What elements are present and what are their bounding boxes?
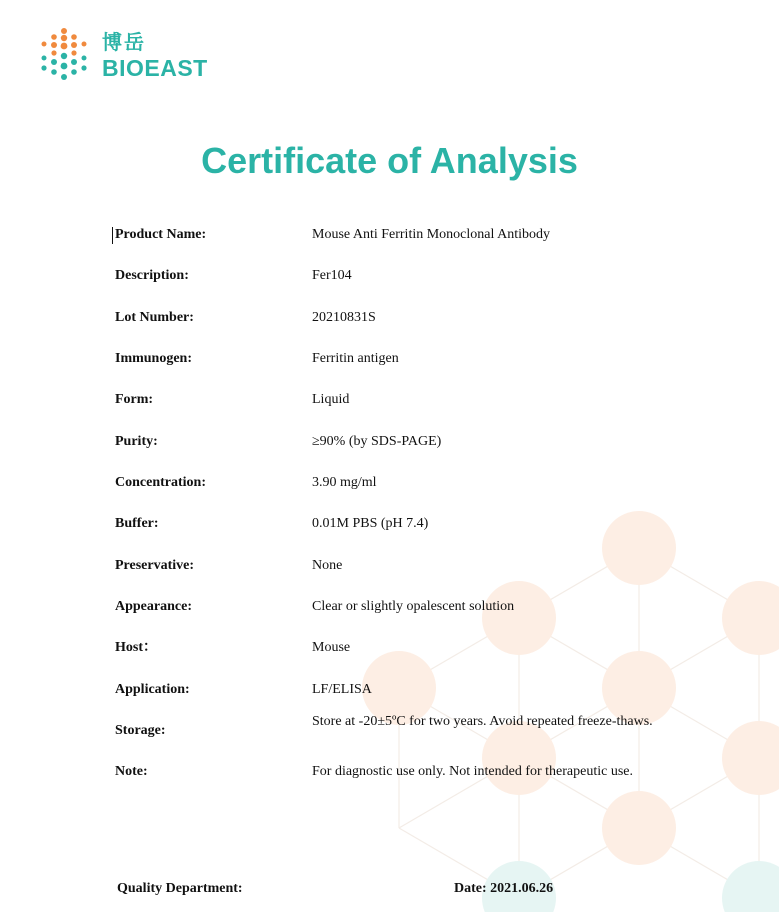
- field-value: ≥90% (by SDS-PAGE): [312, 434, 442, 449]
- field-label: Storage:: [115, 723, 166, 738]
- field-value: Ferritin antigen: [312, 351, 399, 366]
- field-label: Purity:: [115, 434, 158, 449]
- field-label: Application:: [115, 682, 190, 697]
- field-value: Mouse: [312, 640, 351, 655]
- certificate-date: Date: 2021.06.26: [454, 881, 554, 896]
- brand-name-chinese: 博岳: [102, 30, 146, 54]
- field-value: 0.01M PBS (pH 7.4): [312, 516, 429, 531]
- field-label: Product Name:: [115, 227, 207, 242]
- field-label: Description:: [115, 268, 189, 283]
- brand-name-english: BIOEAST: [102, 55, 208, 81]
- field-label: Note:: [115, 764, 148, 779]
- field-value: None: [312, 558, 343, 573]
- field-value: Fer104: [312, 268, 352, 283]
- field-label: Appearance:: [115, 599, 192, 614]
- field-label: Immunogen:: [115, 351, 193, 366]
- field-label: Preservative:: [115, 558, 195, 573]
- field-value: LF/ELISA: [312, 682, 372, 697]
- field-label: Buffer:: [115, 516, 159, 531]
- field-value: Clear or slightly opalescent solution: [312, 599, 515, 614]
- field-value: Liquid: [312, 392, 350, 407]
- field-value: For diagnostic use only. Not intended for therapeutic use.: [312, 764, 634, 779]
- field-label: Concentration:: [115, 475, 206, 490]
- field-value: 20210831S: [312, 310, 376, 325]
- field-value: Store at -20±5ºC for two years. Avoid repeated freeze-thaws.: [312, 714, 653, 729]
- field-value: Mouse Anti Ferritin Monoclonal Antibody: [312, 227, 550, 242]
- quality-department-label: Quality Department:: [117, 881, 243, 896]
- field-label: Host：: [115, 640, 157, 655]
- field-value: 3.90 mg/ml: [312, 475, 377, 490]
- field-label: Lot Number:: [115, 310, 194, 325]
- text-cursor: [112, 227, 113, 244]
- field-label: Form:: [115, 392, 154, 407]
- document-title: Certificate of Analysis: [201, 140, 578, 181]
